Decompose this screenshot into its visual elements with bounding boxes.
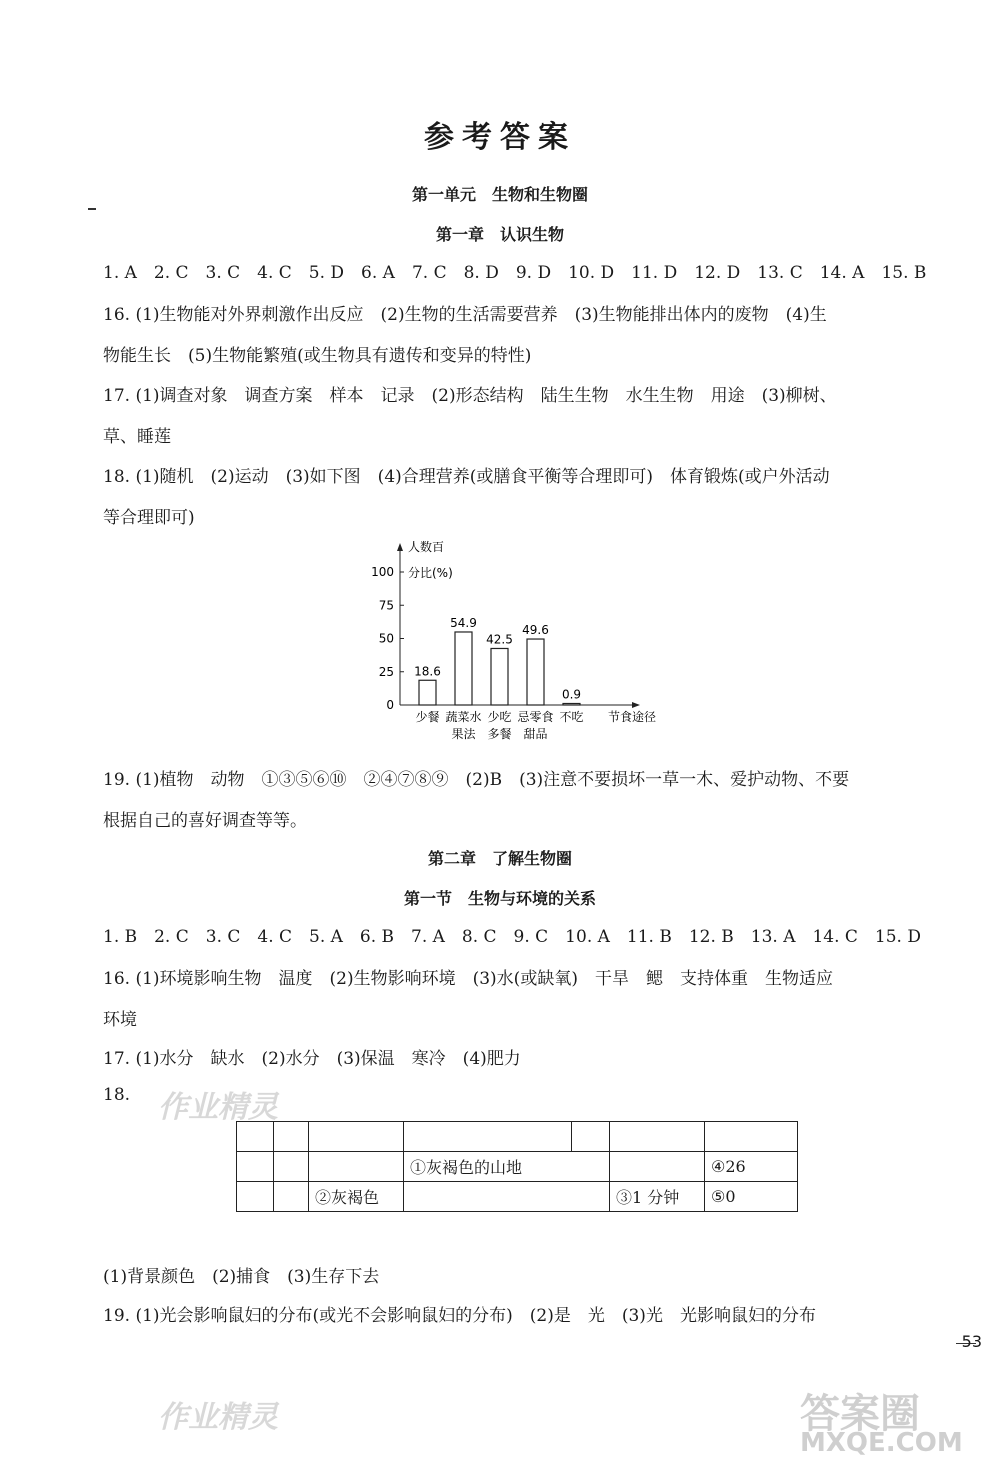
- answer-line: 17. (1)水分 缺水 (2)水分 (3)保温 寒冷 (4)肥力: [103, 1049, 521, 1069]
- bar: [527, 639, 544, 705]
- table-cell: [572, 1122, 610, 1152]
- bar: [419, 680, 436, 705]
- table-cell: ②灰褐色: [309, 1182, 404, 1212]
- answer-line: (1)背景颜色 (2)捕食 (3)生存下去: [103, 1267, 380, 1287]
- page-number: 53: [961, 1332, 982, 1351]
- y-tick-label: 0: [386, 698, 394, 712]
- unit-heading: 第一单元 生物和生物圈: [411, 185, 588, 204]
- answer-table: [236, 1121, 798, 1212]
- answer-line: 环境: [103, 1010, 137, 1030]
- chapter-heading: 第二章 了解生物圈: [427, 849, 572, 868]
- table-cell: [237, 1122, 274, 1152]
- category-label: 忌零食: [517, 710, 554, 724]
- data-label: 18.6: [414, 664, 441, 679]
- answer-line: 17. (1)调查对象 调查方案 样本 记录 (2)形态结构 陆生生物 水生生物 用途 (3)柳树、: [103, 386, 837, 406]
- table-cell: [309, 1152, 404, 1182]
- table-cell: ①灰褐色的山地: [404, 1152, 610, 1182]
- category-label: 甜品: [523, 727, 548, 741]
- watermark-site: MXQE.COM: [800, 1428, 963, 1458]
- y-axis-arrow: [397, 543, 403, 551]
- margin-mark: [88, 208, 96, 210]
- table-cell: ⑤0: [705, 1182, 798, 1212]
- category-label: 果法: [451, 727, 476, 741]
- answer-line: 1. A 2. C 3. C 4. C 5. D 6. A 7. C 8. D 9. D 10. D 11. D 12. D 13. C 14. A 15. B: [103, 263, 927, 283]
- table-cell: [610, 1152, 705, 1182]
- table-cell: [274, 1122, 309, 1152]
- category-label: 少吃: [487, 710, 512, 724]
- table-cell: ④26: [705, 1152, 798, 1182]
- data-label: 0.9: [561, 687, 582, 702]
- answer-line: 草、睡莲: [103, 427, 171, 447]
- x-axis-label: 节食途径: [608, 710, 657, 724]
- y-axis-label: 分比(%): [408, 566, 453, 580]
- data-label: 42.5: [486, 632, 513, 647]
- table-cell: [309, 1122, 404, 1152]
- table-cell: [404, 1122, 572, 1152]
- table-cell: [237, 1152, 274, 1182]
- category-label: 多餐: [487, 727, 512, 741]
- watermark-brand: 答案圈: [800, 1391, 920, 1437]
- table-cell: [705, 1122, 798, 1152]
- answer-line: 根据自己的喜好调查等等。: [103, 811, 307, 831]
- y-tick-label: 75: [378, 598, 394, 613]
- category-label: 不吃: [559, 710, 584, 724]
- data-label: 54.9: [450, 615, 477, 630]
- answer-line: 16. (1)生物能对外界刺激作出反应 (2)生物的生活需要营养 (3)生物能排出体内的废物 (4)生: [103, 305, 827, 325]
- table-cell: [237, 1182, 274, 1212]
- y-tick-label: 25: [378, 664, 394, 679]
- answer-line: 16. (1)环境影响生物 温度 (2)生物影响环境 (3)水(或缺氧) 干旱 鳃 支持体重 生物适应: [103, 969, 833, 989]
- answer-line: 18.: [103, 1085, 131, 1105]
- watermark-logo: 作业精灵: [158, 1400, 278, 1435]
- answer-line: 等合理即可): [103, 508, 195, 528]
- x-axis-arrow: [632, 702, 640, 708]
- answer-line: 1. B 2. C 3. C 4. C 5. A 6. B 7. A 8. C 9. C 10. A 11. B 12. B 13. A 14. C 15. D: [103, 927, 921, 947]
- y-axis-label: 人数百: [408, 540, 445, 554]
- bar-chart: [360, 535, 700, 750]
- table-cell: ③1 分钟: [610, 1182, 705, 1212]
- bar: [491, 648, 508, 705]
- answer-line: 19. (1)植物 动物 ①③⑤⑥⑩ ②④⑦⑧⑨ (2)B (3)注意不要损坏一草一木、爱护动物、不要: [103, 770, 850, 790]
- answer-line: 物能生长 (5)生物能繁殖(或生物具有遗传和变异的特性): [103, 346, 532, 366]
- category-label: 少餐: [415, 710, 440, 724]
- section-heading: 第一节 生物与环境的关系: [403, 889, 596, 908]
- answer-line: 18. (1)随机 (2)运动 (3)如下图 (4)合理营养(或膳食平衡等合理即可) 体育锻炼(或户外活动: [103, 467, 830, 487]
- table-cell: [274, 1152, 309, 1182]
- answer-line: 19. (1)光会影响鼠妇的分布(或光不会影响鼠妇的分布) (2)是 光 (3)光 光影响鼠妇的分布: [103, 1306, 816, 1326]
- watermark-logo: 作业精灵: [158, 1090, 278, 1125]
- bar: [455, 632, 472, 705]
- category-label: 蔬菜水: [445, 710, 482, 724]
- page-title: 参考答案: [424, 120, 576, 155]
- table-cell: [610, 1122, 705, 1152]
- table-cell: [404, 1182, 610, 1212]
- bar: [563, 704, 580, 706]
- y-tick-label: 100: [371, 565, 394, 579]
- chapter-heading: 第一章 认识生物: [435, 225, 564, 244]
- data-label: 49.6: [522, 623, 549, 638]
- table-cell: [274, 1182, 309, 1212]
- y-tick-label: 50: [378, 631, 394, 646]
